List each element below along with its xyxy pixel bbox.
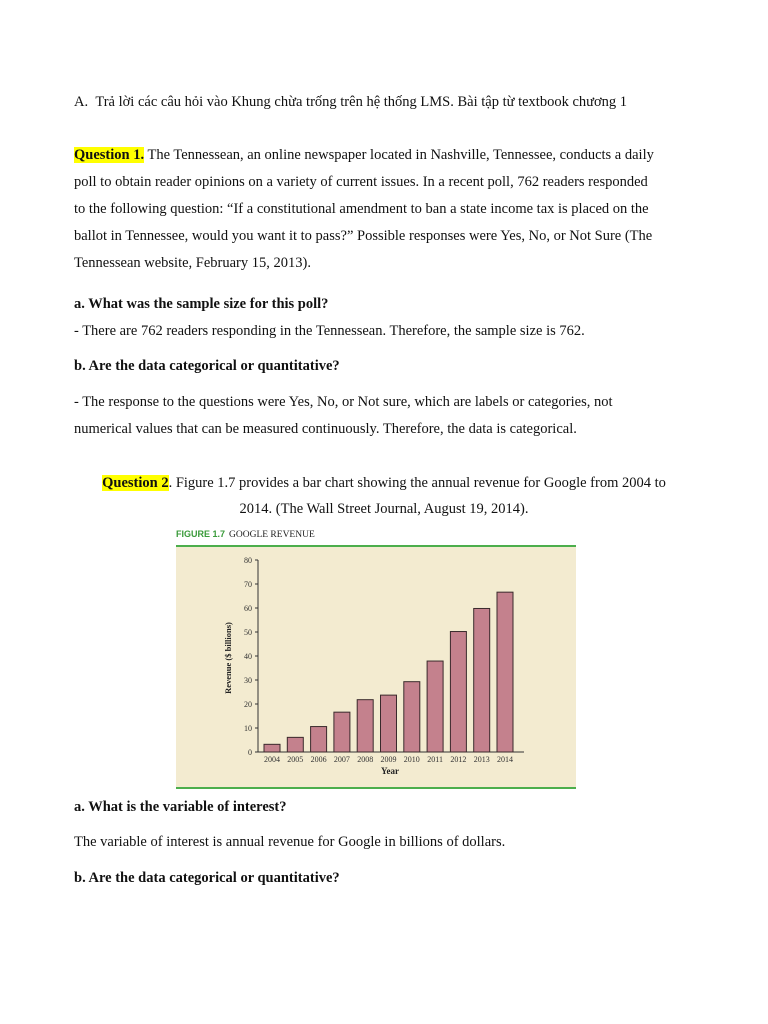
section-a-marker: A. bbox=[74, 94, 89, 110]
q1-a-answer: - There are 762 readers responding in the Tennessean. Therefore, the sample size is 762. bbox=[74, 323, 585, 339]
y-tick-label: 70 bbox=[244, 580, 252, 589]
y-tick-label: 10 bbox=[244, 724, 252, 733]
q2-a-answer: The variable of interest is annual revenue for Google in billions of dollars. bbox=[74, 834, 506, 850]
bar-2006 bbox=[311, 727, 327, 752]
q1-b-answer-2: numerical values that can be measured continuously. Therefore, the data is categorical. bbox=[74, 421, 577, 437]
chart-background bbox=[176, 547, 576, 789]
q1-a-question: a. What was the sample size for this poll? bbox=[74, 296, 329, 312]
section-a-text: Trả lời các câu hỏi vào Khung chừa trống trên hệ thống LMS. Bài tập từ textbook chương 1 bbox=[95, 94, 628, 110]
chart-title: GOOGLE REVENUE bbox=[229, 530, 315, 540]
q2-b-question: b. Are the data categorical or quantitative? bbox=[74, 870, 340, 886]
y-tick-label: 50 bbox=[244, 628, 252, 637]
section-a-heading bbox=[74, 94, 694, 111]
bar-chart bbox=[176, 525, 576, 790]
figure-label: FIGURE 1.7 bbox=[176, 529, 226, 539]
bar-2011 bbox=[427, 661, 443, 752]
x-tick-label: 2010 bbox=[403, 755, 420, 764]
x-tick-label: 2014 bbox=[497, 755, 513, 764]
bar-2009 bbox=[381, 695, 397, 752]
x-tick-label: 2008 bbox=[357, 755, 374, 764]
x-axis-label: Year bbox=[381, 766, 399, 776]
q1-b-answer-1: - The response to the questions were Yes, No, or Not sure, which are labels or categories, not bbox=[74, 394, 613, 410]
q1-line-5: Tennessean website, February 15, 2013). bbox=[74, 255, 311, 271]
x-tick-label: 2006 bbox=[310, 755, 327, 764]
bar-2008 bbox=[357, 700, 373, 752]
bar-2005 bbox=[287, 737, 303, 752]
q1-line-3: to the following question: “If a constitutional amendment to ban a state income tax is placed on the bbox=[74, 201, 649, 217]
figure-google-revenue bbox=[176, 525, 576, 790]
y-tick-label: 0 bbox=[248, 748, 252, 757]
y-axis-label: Revenue ($ billions) bbox=[223, 622, 233, 694]
q2-text-1: . Figure 1.7 provides a bar chart showing the annual revenue for Google from 2004 to bbox=[168, 475, 666, 491]
q1-line-1 bbox=[74, 147, 694, 164]
x-tick-label: 2011 bbox=[427, 755, 443, 764]
bar-2010 bbox=[404, 682, 420, 752]
y-tick-label: 60 bbox=[244, 604, 252, 613]
x-tick-label: 2007 bbox=[333, 755, 350, 764]
bar-2013 bbox=[474, 608, 490, 752]
bar-2014 bbox=[497, 592, 513, 752]
x-tick-label: 2012 bbox=[450, 755, 467, 764]
q1-label: Question 1. bbox=[74, 147, 145, 163]
y-tick-label: 40 bbox=[244, 652, 252, 661]
q1-line-2: poll to obtain reader opinions on a variety of current issues. In a recent poll, 762 readers responded bbox=[74, 174, 648, 190]
q1-b-question: b. Are the data categorical or quantitative? bbox=[74, 358, 340, 374]
q2-label: Question 2 bbox=[102, 475, 169, 491]
q2-line-2: 2014. (The Wall Street Journal, August 19, 2014). bbox=[239, 501, 529, 517]
q1-text-1: The Tennessean, an online newspaper located in Nashville, Tennessee, conducts a daily bbox=[147, 147, 654, 163]
y-tick-label: 80 bbox=[244, 556, 252, 565]
q2-line-1 bbox=[74, 475, 694, 492]
bar-2007 bbox=[334, 712, 350, 752]
x-tick-label: 2004 bbox=[264, 755, 280, 764]
q1-line-4: ballot in Tennessee, would you want it to pass?” Possible responses were Yes, No, or Not Sure (The bbox=[74, 228, 653, 244]
x-tick-label: 2013 bbox=[473, 755, 490, 764]
q2-a-question: a. What is the variable of interest? bbox=[74, 799, 287, 815]
x-tick-label: 2005 bbox=[287, 755, 304, 764]
bar-2012 bbox=[450, 632, 466, 752]
y-tick-label: 20 bbox=[244, 700, 252, 709]
y-tick-label: 30 bbox=[244, 676, 252, 685]
x-tick-label: 2009 bbox=[380, 755, 397, 764]
bar-2004 bbox=[264, 744, 280, 752]
